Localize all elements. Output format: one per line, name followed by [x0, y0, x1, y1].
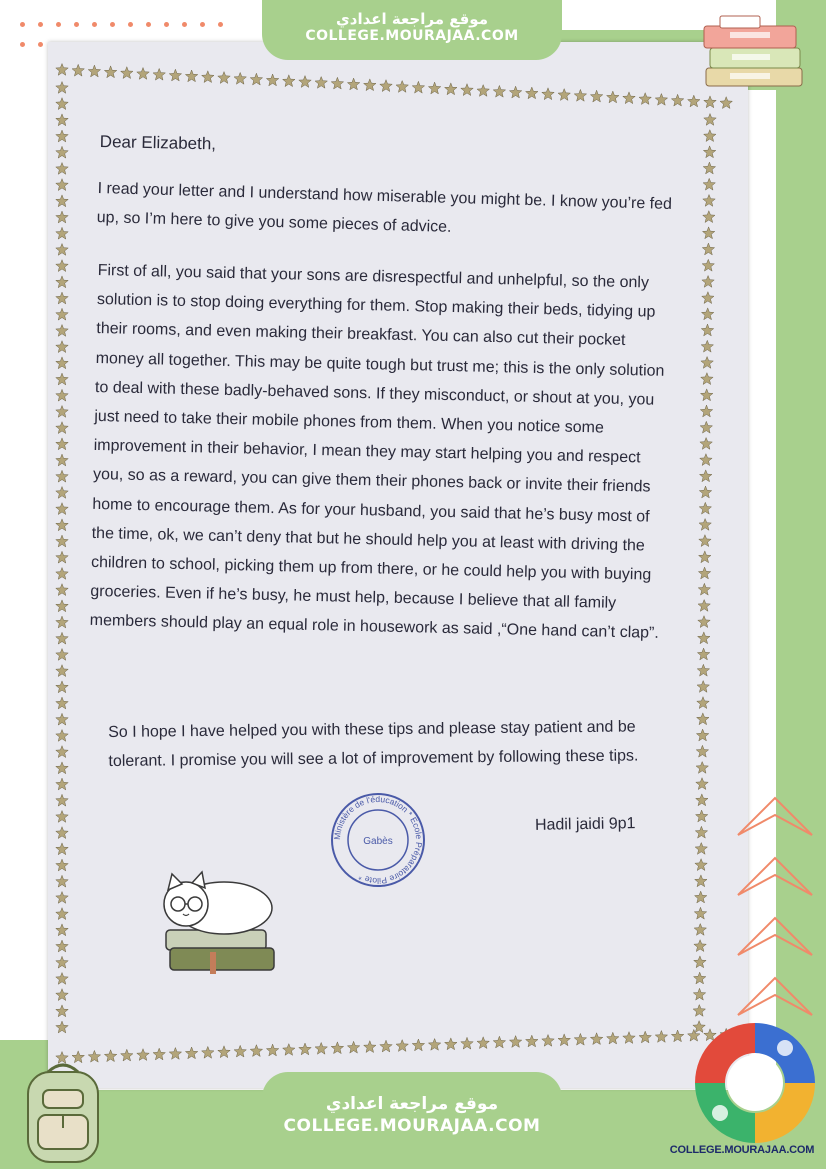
border-star-icon: [693, 988, 705, 1000]
border-star-icon: [477, 1037, 489, 1049]
border-star-icon: [493, 85, 505, 97]
footer-arabic-title: موقع مراجعة اعدادي: [325, 1094, 499, 1114]
border-star-icon: [218, 1046, 230, 1058]
border-star-icon: [56, 584, 68, 596]
border-star-icon: [701, 389, 713, 401]
border-star-icon: [56, 875, 68, 887]
border-star-icon: [56, 341, 68, 353]
border-star-icon: [56, 227, 68, 239]
border-star-icon: [623, 1032, 635, 1044]
decorative-dot: [128, 22, 133, 27]
border-star-icon: [56, 470, 68, 482]
border-star-icon: [655, 1031, 667, 1043]
border-star-icon: [56, 989, 68, 1001]
border-star-icon: [56, 535, 68, 547]
footer-site-link[interactable]: COLLEGE.MOURAJAA.COM: [283, 1116, 541, 1136]
border-star-icon: [56, 130, 68, 142]
border-star-icon: [590, 90, 602, 102]
border-star-icon: [56, 179, 68, 191]
border-star-icon: [695, 826, 707, 838]
border-star-icon: [56, 292, 68, 304]
border-star-icon: [56, 503, 68, 515]
stamp-ring-text: Ministère de l'éducation * Ecole Préparatoire Pilote *: [331, 793, 425, 887]
border-star-icon: [703, 195, 715, 207]
border-star-icon: [702, 276, 714, 288]
border-star-icon: [56, 438, 68, 450]
border-star-icon: [703, 162, 715, 174]
border-star-icon: [639, 93, 651, 105]
border-star-icon: [574, 89, 586, 101]
border-star-icon: [701, 324, 713, 336]
decorative-dot: [56, 22, 61, 27]
border-star-icon: [694, 907, 706, 919]
decorative-dot: [38, 22, 43, 27]
border-star-icon: [697, 697, 709, 709]
border-star-icon: [56, 924, 68, 936]
border-star-icon: [396, 1040, 408, 1052]
border-star-icon: [347, 78, 359, 90]
border-star-icon: [698, 567, 710, 579]
border-star-icon: [56, 1005, 68, 1017]
border-star-icon: [56, 746, 68, 758]
school-stamp: [328, 790, 428, 890]
letter-greeting: Dear Elizabeth,: [99, 132, 217, 154]
decorative-dot: [74, 22, 79, 27]
decorative-dot: [38, 42, 43, 47]
border-star-icon: [694, 972, 706, 984]
border-star-icon: [56, 730, 68, 742]
border-star-icon: [56, 632, 68, 644]
border-star-icon: [696, 794, 708, 806]
border-star-icon: [185, 70, 197, 82]
border-star-icon: [699, 486, 711, 498]
border-star-icon: [428, 82, 440, 94]
border-star-icon: [56, 389, 68, 401]
border-star-icon: [56, 600, 68, 612]
border-star-icon: [56, 325, 68, 337]
border-star-icon: [696, 778, 708, 790]
border-star-icon: [697, 648, 709, 660]
border-star-icon: [702, 292, 714, 304]
border-star-icon: [56, 956, 68, 968]
border-star-icon: [250, 1045, 262, 1057]
letter-paragraph-3: So I hope I have helped you with these tips and please stay patient and be tolerant. I promise you will see a lot of improvement by following these tips.: [108, 718, 639, 770]
chevrons-decoration-icon: [730, 790, 820, 1040]
border-star-icon: [104, 66, 116, 78]
header-arabic-title: موقع مراجعة اعدادي: [336, 10, 488, 28]
border-star-icon: [509, 86, 521, 98]
border-star-icon: [700, 470, 712, 482]
border-star-icon: [702, 308, 714, 320]
letter-paragraph-2: First of all, you said that your sons are disrespectful and unhelpful, so the only solution is to stop doing everything for them. Stop making their beds, tidying up their rooms, and even making their breakfast. You can also cut their pocket money all together. This may be quite tough but trust me; this is the only solution to deal with these badly-behaved sons. If they misconduct, or shout at you, you just need to take their mobile phones from them. When you notice some improvement in their behavior, I mean they may start helping you and respect you, so as a reward, you can give them their phones back or invite their friends home to encourage them. As for your husband, you said that he’s busy most of the time, ok, we can’t deny that but he should help you at least with driving the children to school, picking them up from there, or he could help you with buying groceries. Even if he’s busy, he must help, because I believe that all family members should play an equal role in housework as said ,“One hand can’t clap”.: [89, 261, 665, 643]
decorative-dot: [164, 22, 169, 27]
border-star-icon: [526, 1035, 538, 1047]
border-star-icon: [331, 1042, 343, 1054]
border-star-icon: [56, 665, 68, 677]
border-star-icon: [121, 67, 133, 79]
border-star-icon: [623, 92, 635, 104]
border-star-icon: [694, 940, 706, 952]
border-star-icon: [698, 616, 710, 628]
border-star-icon: [526, 87, 538, 99]
border-star-icon: [698, 583, 710, 595]
border-star-icon: [56, 519, 68, 531]
border-star-icon: [299, 1043, 311, 1055]
border-star-icon: [461, 1037, 473, 1049]
border-star-icon: [699, 519, 711, 531]
cat-on-books-icon: [150, 868, 285, 978]
border-star-icon: [697, 681, 709, 693]
header-banner: [262, 0, 562, 60]
border-star-icon: [56, 422, 68, 434]
border-star-icon: [169, 69, 181, 81]
border-star-icon: [461, 84, 473, 96]
border-star-icon: [315, 1042, 327, 1054]
letter-paragraph-1: I read your letter and I understand how miserable you might be. I know you’re fed up, so I’m here to give you some pieces of advice.: [96, 179, 673, 236]
border-star-icon: [56, 195, 68, 207]
border-star-icon: [56, 973, 68, 985]
border-star-icon: [56, 357, 68, 369]
border-star-icon: [639, 1031, 651, 1043]
border-star-icon: [202, 71, 214, 83]
border-star-icon: [703, 227, 715, 239]
header-site-link[interactable]: COLLEGE.MOURAJAA.COM: [305, 28, 519, 44]
border-star-icon: [56, 308, 68, 320]
border-star-icon: [56, 146, 68, 158]
border-star-icon: [493, 1036, 505, 1048]
border-star-icon: [283, 75, 295, 87]
border-star-icon: [698, 632, 710, 644]
books-logo-icon: [700, 8, 808, 103]
border-star-icon: [56, 892, 68, 904]
decorative-dot: [182, 22, 187, 27]
border-star-icon: [694, 956, 706, 968]
decorative-dot: [110, 22, 115, 27]
border-star-icon: [558, 1034, 570, 1046]
border-star-icon: [364, 79, 376, 91]
border-star-icon: [234, 1045, 246, 1057]
border-star-icon: [695, 859, 707, 871]
border-star-icon: [590, 1033, 602, 1045]
border-star-icon: [56, 713, 68, 725]
border-star-icon: [574, 1033, 586, 1045]
border-star-icon: [697, 713, 709, 725]
border-star-icon: [703, 178, 715, 190]
border-star-icon: [56, 211, 68, 223]
border-star-icon: [699, 551, 711, 563]
border-star-icon: [412, 81, 424, 93]
stamp-center-text: Gabès: [363, 836, 393, 847]
border-star-icon: [56, 616, 68, 628]
border-star-icon: [703, 146, 715, 158]
border-star-icon: [283, 1044, 295, 1056]
border-star-icon: [696, 810, 708, 822]
border-star-icon: [72, 64, 84, 76]
border-star-icon: [704, 130, 716, 142]
border-star-icon: [696, 745, 708, 757]
border-star-icon: [56, 649, 68, 661]
border-star-icon: [169, 1048, 181, 1060]
border-star-icon: [331, 77, 343, 89]
border-star-icon: [56, 82, 68, 94]
border-star-icon: [56, 244, 68, 256]
border-star-icon: [701, 373, 713, 385]
decorative-dot: [20, 42, 25, 47]
backpack-icon: [10, 1060, 115, 1165]
border-star-icon: [56, 373, 68, 385]
border-star-icon: [56, 163, 68, 175]
border-star-icon: [704, 114, 716, 126]
border-star-icon: [380, 80, 392, 92]
border-star-icon: [56, 940, 68, 952]
border-star-icon: [695, 891, 707, 903]
border-star-icon: [702, 243, 714, 255]
border-star-icon: [315, 77, 327, 89]
border-star-icon: [698, 600, 710, 612]
border-star-icon: [218, 72, 230, 84]
logo-caption: COLLEGE.MOURAJAA.COM: [669, 1144, 815, 1156]
border-star-icon: [202, 1046, 214, 1058]
border-star-icon: [542, 88, 554, 100]
decorative-dot: [146, 22, 151, 27]
border-star-icon: [56, 98, 68, 110]
border-star-icon: [56, 762, 68, 774]
border-star-icon: [56, 697, 68, 709]
border-star-icon: [137, 1049, 149, 1061]
border-star-icon: [445, 1038, 457, 1050]
border-star-icon: [88, 65, 100, 77]
border-star-icon: [56, 827, 68, 839]
border-star-icon: [56, 551, 68, 563]
border-star-icon: [56, 843, 68, 855]
border-star-icon: [671, 94, 683, 106]
border-star-icon: [56, 406, 68, 418]
decorative-dot: [92, 22, 97, 27]
border-star-icon: [655, 94, 667, 106]
border-star-icon: [700, 438, 712, 450]
border-star-icon: [250, 73, 262, 85]
border-star-icon: [412, 1039, 424, 1051]
border-star-icon: [56, 454, 68, 466]
border-star-icon: [56, 908, 68, 920]
border-star-icon: [695, 875, 707, 887]
border-star-icon: [299, 76, 311, 88]
border-star-icon: [607, 1032, 619, 1044]
border-star-icon: [696, 762, 708, 774]
footer-banner: [262, 1072, 562, 1169]
border-star-icon: [153, 68, 165, 80]
border-star-icon: [558, 89, 570, 101]
border-star-icon: [121, 1049, 133, 1061]
border-star-icon: [396, 81, 408, 93]
letter-signature: Hadil jaidi 9p1: [534, 815, 636, 834]
border-star-icon: [234, 72, 246, 84]
border-star-icon: [56, 859, 68, 871]
border-star-icon: [671, 1030, 683, 1042]
border-star-icon: [56, 778, 68, 790]
border-star-icon: [56, 276, 68, 288]
border-star-icon: [697, 664, 709, 676]
border-star-icon: [542, 1035, 554, 1047]
border-star-icon: [700, 405, 712, 417]
border-star-icon: [700, 421, 712, 433]
border-star-icon: [699, 502, 711, 514]
border-star-icon: [445, 83, 457, 95]
border-star-icon: [364, 1041, 376, 1053]
border-star-icon: [703, 211, 715, 223]
border-star-icon: [56, 1021, 68, 1033]
border-star-icon: [699, 535, 711, 547]
border-star-icon: [56, 568, 68, 580]
border-star-icon: [56, 487, 68, 499]
border-star-icon: [509, 1036, 521, 1048]
subjects-wheel-logo-icon: [690, 1018, 820, 1148]
border-star-icon: [428, 1039, 440, 1051]
border-star-icon: [700, 454, 712, 466]
border-star-icon: [56, 114, 68, 126]
border-star-icon: [56, 681, 68, 693]
border-star-icon: [347, 1041, 359, 1053]
border-star-icon: [701, 357, 713, 369]
border-star-icon: [696, 729, 708, 741]
border-star-icon: [688, 95, 700, 107]
border-star-icon: [56, 64, 68, 76]
decorative-dot: [200, 22, 205, 27]
border-star-icon: [266, 1044, 278, 1056]
border-star-icon: [266, 74, 278, 86]
border-star-icon: [56, 811, 68, 823]
border-star-icon: [607, 91, 619, 103]
border-star-icon: [137, 68, 149, 80]
border-star-icon: [693, 1005, 705, 1017]
border-star-icon: [477, 85, 489, 97]
border-star-icon: [56, 260, 68, 272]
border-star-icon: [701, 340, 713, 352]
border-star-icon: [695, 843, 707, 855]
decorative-dot: [20, 22, 25, 27]
border-star-icon: [380, 1040, 392, 1052]
border-star-icon: [694, 924, 706, 936]
border-star-icon: [153, 1048, 165, 1060]
border-star-icon: [185, 1047, 197, 1059]
decorative-dot: [218, 22, 223, 27]
border-star-icon: [702, 259, 714, 271]
border-star-icon: [56, 794, 68, 806]
